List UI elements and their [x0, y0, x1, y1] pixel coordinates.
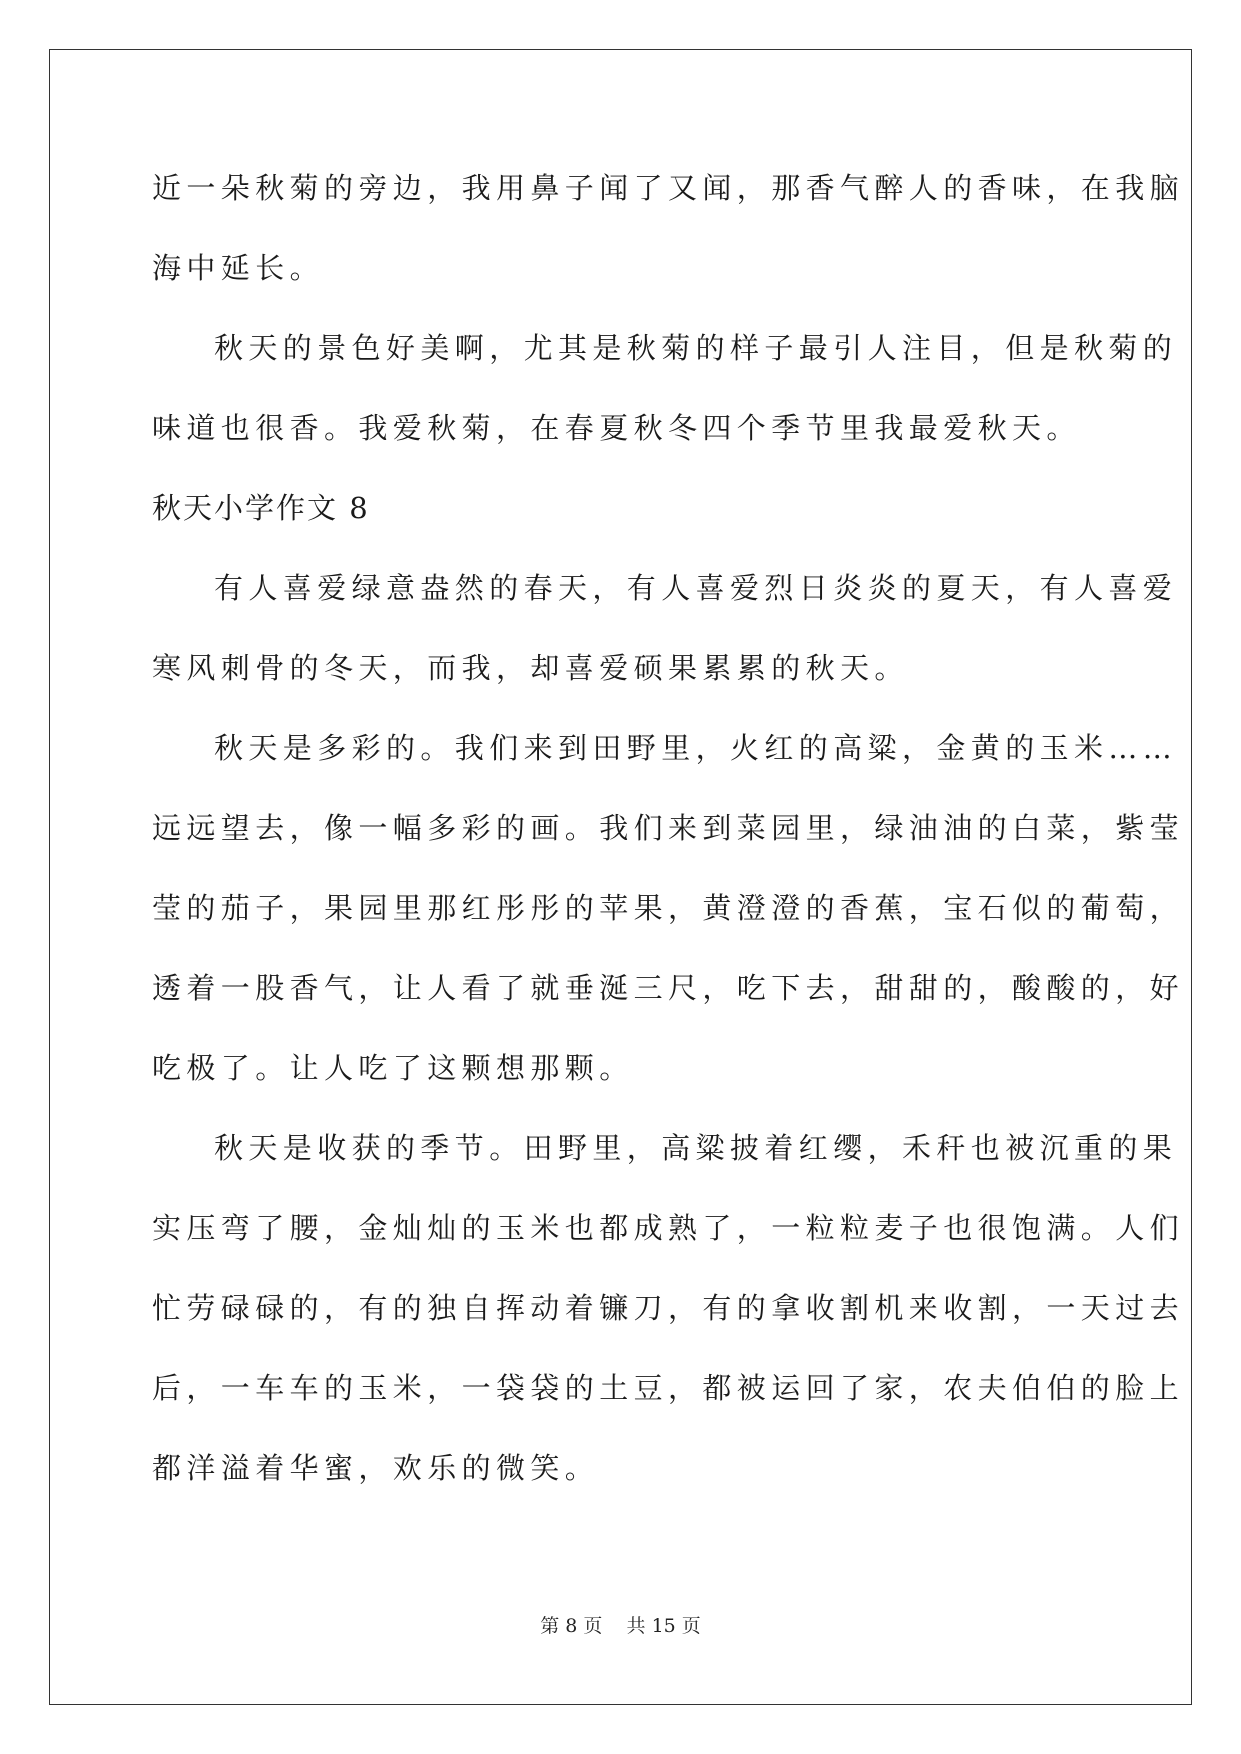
text-line: 透着一股香气，让人看了就垂涎三尺，吃下去，甜甜的，酸酸的，好	[152, 971, 1185, 1005]
text-line: 寒风刺骨的冬天，而我，却喜爱硕果累累的秋天。	[152, 651, 909, 685]
text-line: 吃极了。让人吃了这颗想那颗。	[152, 1051, 634, 1085]
paragraph-start-line: 有人喜爱绿意盎然的春天，有人喜爱烈日炎炎的夏天，有人喜爱	[214, 571, 1178, 605]
text-line: 都洋溢着华蜜，欢乐的微笑。	[152, 1451, 600, 1485]
text-line: 实压弯了腰，金灿灿的玉米也都成熟了，一粒粒麦子也很饱满。人们	[152, 1211, 1185, 1245]
text-line: 莹的茄子，果园里那红彤彤的苹果，黄澄澄的香蕉，宝石似的葡萄，	[152, 891, 1185, 925]
section-heading: 秋天小学作文 8	[152, 491, 370, 525]
text-line: 忙劳碌碌的，有的独自挥动着镰刀，有的拿收割机来收割，一天过去	[152, 1291, 1185, 1325]
text-line: 远远望去，像一幅多彩的画。我们来到菜园里，绿油油的白菜，紫莹	[152, 811, 1185, 845]
text-line: 后，一车车的玉米，一袋袋的土豆，都被运回了家，农夫伯伯的脸上	[152, 1371, 1185, 1405]
text-line: 海中延长。	[152, 251, 325, 285]
paragraph-start-line: 秋天的景色好美啊，尤其是秋菊的样子最引人注目，但是秋菊的	[214, 331, 1178, 365]
text-line: 味道也很香。我爱秋菊，在春夏秋冬四个季节里我最爱秋天。	[152, 411, 1081, 445]
text-line: 近一朵秋菊的旁边，我用鼻子闻了又闻，那香气醉人的香味，在我脑	[152, 171, 1185, 205]
page-number-footer: 第 8 页 共 15 页	[540, 1615, 701, 1637]
paragraph-start-line: 秋天是多彩的。我们来到田野里，火红的高粱，金黄的玉米……	[214, 731, 1178, 765]
paragraph-start-line: 秋天是收获的季节。田野里，高粱披着红缨，禾秆也被沉重的果	[214, 1131, 1178, 1165]
